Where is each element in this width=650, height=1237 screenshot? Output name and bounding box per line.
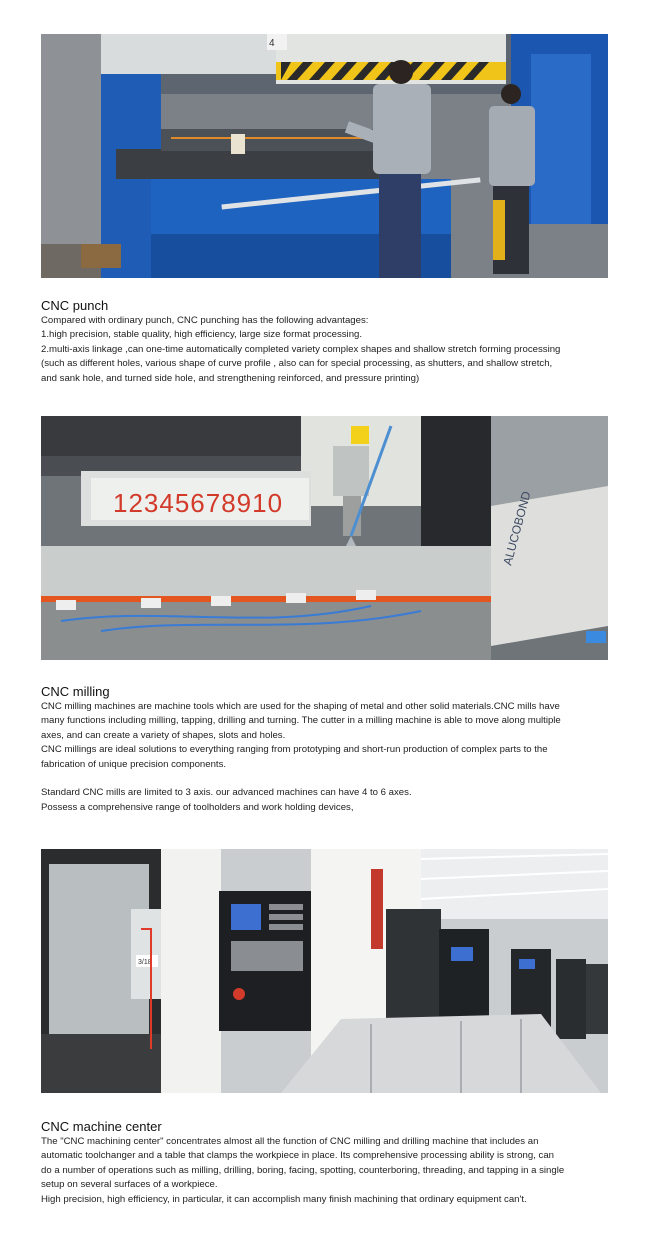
paragraph-line: automatic toolchanger and a table that clamps the workpiece in place. Its comprehensive processing ability is strong, can [41, 1150, 555, 1162]
section-title: CNC machine center [41, 1119, 162, 1134]
cnc-punch-photo [41, 34, 608, 278]
paragraph-line: (such as different holes, various shape of curve profile , also can for special processing, as shutters, and shallow stretch, [41, 358, 553, 370]
section-cnc-machine-center [41, 1119, 626, 1207]
paragraph-line: and sank hole, and turned side hole, and strengthening reinforced, and pressure printing) [41, 372, 420, 384]
section-title: CNC punch [41, 298, 109, 313]
paragraph-line: axes, and can create a variety of shapes, slots and holes. [41, 729, 286, 741]
paragraph-line: Possess a comprehensive range of toolholders and work holding devices, [41, 801, 354, 813]
paragraph-line: Compared with ordinary punch, CNC punching has the following advantages: [41, 315, 369, 326]
milling-scale: 12345678910 [113, 488, 284, 518]
center-label: 3/18 [138, 959, 152, 966]
paragraph-line: CNC millings are ideal solutions to everything ranging from prototyping and short-run production of complex parts to the [41, 744, 548, 756]
punch-panel-number: 4 [269, 38, 275, 49]
paragraph-line: 2.multi-axis linkage ,can one-time automatically completed variety complex shapes and shallow stretch forming processing [41, 343, 561, 355]
paragraph-line: Standard CNC mills are limited to 3 axis. our advanced machines can have 4 to 6 axes. [41, 787, 412, 799]
cnc-machine-center-photo [41, 849, 608, 1093]
section-title: CNC milling [41, 684, 110, 699]
paragraph-line: 1.high precision, stable quality, high efficiency, large size format processing. [41, 329, 363, 341]
paragraph-line: The "CNC machining center" concentrates almost all the function of CNC milling and drilling machine that includes an [41, 1136, 539, 1147]
paragraph-line: do a number of operations such as milling, drilling, boring, facing, spotting, counterboring, threading, and tapping in a single [41, 1164, 565, 1176]
paragraph-line: fabrication of unique precision components. [41, 758, 227, 770]
paragraph-line: setup on several surfaces of a workpiece. [41, 1179, 218, 1191]
paragraph-line: many functions including milling, tapping, drilling and turning. The cutter in a milling machine is able to move along multiple [41, 715, 561, 727]
milling-panel-text: ALUCOBOND [500, 489, 534, 567]
section-cnc-punch [41, 298, 626, 386]
cnc-milling-photo [41, 416, 608, 660]
paragraph-line: CNC milling machines are machine tools which are used for the shaping of metal and other solid materials.CNC mills have [41, 701, 560, 712]
section-cnc-milling [41, 684, 626, 815]
paragraph-line: High precision, high efficiency, in particular, it can accomplish many finish machining that ordinary equipment can't. [41, 1193, 527, 1205]
